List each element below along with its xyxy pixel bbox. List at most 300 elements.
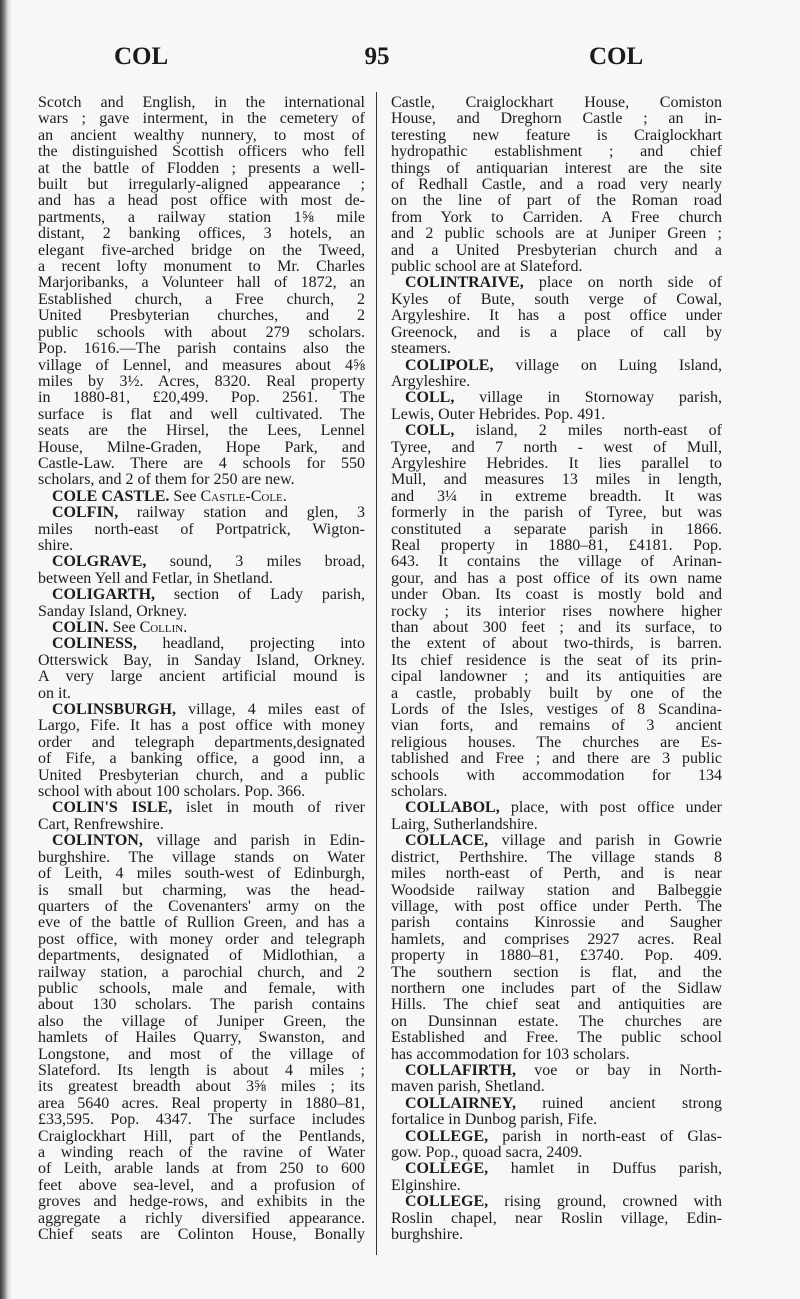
text-line — [391, 948, 722, 964]
line-text: Otterswick Bay, in Sanday Island, Orkney. — [38, 651, 365, 669]
text-line — [38, 1194, 365, 1210]
gazetteer-entry — [38, 833, 365, 1243]
line-text: between Yell and Fetlar, in Shetland. — [38, 569, 273, 587]
text-line — [391, 702, 722, 718]
gazetteer-entry — [391, 1096, 722, 1129]
gazetteer-entry — [391, 1063, 722, 1096]
cross-reference: Collin. — [139, 619, 188, 636]
entry-continuation — [38, 95, 365, 489]
text-line — [38, 965, 365, 981]
line-text: Scotch and English, in the international — [38, 94, 365, 111]
line-text: maven parish, Shetland. — [391, 1078, 545, 1096]
running-head-left: COL — [114, 43, 169, 70]
line-text: on it. — [38, 684, 71, 702]
text-line — [391, 456, 722, 472]
line-text: village in Stornoway parish, — [454, 389, 722, 407]
gazetteer-entry — [38, 587, 365, 620]
line-text: place on north side of — [523, 274, 722, 292]
line-text: Greenock, and is a place of call by — [391, 323, 722, 341]
text-line — [391, 390, 722, 406]
text-line — [391, 735, 722, 751]
text-line — [391, 538, 722, 554]
line-text: voe or bay in North- — [516, 1061, 722, 1079]
text-line — [391, 554, 722, 570]
text-line — [38, 702, 365, 718]
line-text: feet above sea-level, and a profusion of — [38, 1176, 365, 1194]
text-line — [38, 866, 365, 882]
line-text: Established and Free. The public school — [391, 1029, 722, 1047]
text-line — [38, 341, 365, 357]
line-text: hydropathic establishment ; and chief — [391, 143, 722, 161]
line-text: ruined ancient strong — [516, 1094, 722, 1112]
line-text: of Leith, arable lands at from 250 to 600 — [38, 1160, 365, 1178]
line-text: eve of the battle of Rullion Green, and has a — [38, 914, 365, 932]
line-text: school with about 100 scholars. Pop. 366. — [38, 783, 306, 801]
line-text: and a United Presbyterian church and a — [391, 241, 722, 259]
text-line — [391, 275, 722, 291]
text-line — [391, 1227, 722, 1243]
gazetteer-entry — [391, 275, 722, 357]
entry-headword: COLIGARTH, — [52, 586, 156, 604]
line-text: parish in north-east of Glas- — [488, 1127, 722, 1145]
line-text: miles north-east of Perth, and is near — [391, 865, 722, 883]
line-text: a winding reach of the ravine of Water — [38, 1144, 365, 1161]
entry-headword: COLIPOLE, — [405, 356, 494, 374]
text-line — [391, 358, 722, 374]
text-line — [38, 1129, 365, 1145]
line-text: Craiglockhart Hill, part of the Pentlands, — [38, 1127, 365, 1145]
text-line — [38, 423, 365, 439]
line-text: post office, with money order and telegraph — [38, 930, 365, 948]
text-line — [38, 1014, 365, 1030]
text-line — [38, 1096, 365, 1112]
line-text: formerly in the parish of Tyree, but was — [391, 504, 722, 522]
running-head-right: COL — [589, 43, 644, 70]
line-text: public schools with about 279 scholars. — [38, 323, 365, 341]
line-text: Lords of the Isles, vestiges of 8 Scandina- — [391, 701, 722, 719]
text-line — [391, 751, 722, 767]
line-text: religious houses. The churches are Es- — [391, 733, 722, 751]
text-line — [38, 1063, 365, 1079]
line-text: Pop. 1616.—The parish contains also the — [38, 340, 365, 358]
text-line — [391, 817, 722, 833]
entry-headword: COLL, — [405, 389, 455, 407]
entry-headword: COLLABOL, — [405, 799, 500, 817]
line-text: scholars, and 2 of them for 250 are new. — [38, 471, 295, 489]
line-text: district, Perthshire. The village stands 8 — [391, 848, 722, 866]
text-line — [391, 423, 722, 439]
line-text: railway station, a parochial church, and 2 — [38, 963, 365, 981]
line-text: Argyleshire Hebrides. It lies parallel to — [391, 454, 722, 472]
line-text: miles by 3½. Acres, 8320. Real property — [38, 372, 365, 390]
entry-headword: COLINTRAIVE, — [405, 274, 524, 292]
line-text: Sanday Island, Orkney. — [38, 602, 188, 620]
entry-headword: COLFIN, — [52, 504, 119, 522]
text-line — [391, 505, 722, 521]
line-text: Lewis, Outer Hebrides. Pop. 491. — [391, 405, 606, 423]
text-line — [38, 620, 365, 636]
gazetteer-entry — [391, 390, 722, 423]
line-text: than about 300 feet ; and its surface, to — [391, 619, 722, 636]
line-text: at the battle of Flodden ; presents a well- — [38, 159, 365, 177]
text-line — [38, 604, 365, 620]
text-line — [38, 899, 365, 915]
line-text: Elginshire. — [391, 1176, 461, 1194]
line-text: steamers. — [391, 340, 451, 358]
line-text: in 1880-81, £20,499. Pop. 2561. The — [38, 389, 365, 407]
text-line — [391, 1161, 722, 1177]
text-line — [38, 883, 365, 899]
line-text: wars ; gave interment, in the cemetery of — [38, 110, 365, 128]
left-column — [38, 95, 365, 1243]
gazetteer-entry — [391, 1129, 722, 1162]
entry-headword: COLLEGE, — [405, 1127, 489, 1145]
line-text: order and telegraph departments,designated — [38, 733, 365, 751]
text-line — [38, 751, 365, 767]
line-text: village, with post office under Perth. The — [391, 897, 722, 915]
line-text: Chief seats are Colinton House, Bonally — [38, 1226, 365, 1244]
entry-headword: COLE CASTLE. — [52, 487, 170, 505]
line-text: tablished and Free ; and there are 3 public — [391, 750, 722, 768]
text-line — [38, 390, 365, 406]
text-line — [38, 587, 365, 603]
text-line — [38, 259, 365, 275]
text-line — [391, 243, 722, 259]
gazetteer-entry — [38, 620, 365, 636]
gazetteer-entry — [391, 833, 722, 1063]
page-binding-edge — [0, 0, 12, 1299]
text-line — [391, 833, 722, 849]
line-text: the extent of about two-thirds, is barren. — [391, 635, 722, 653]
line-text: groves and hedge-rows, and exhibits in the — [38, 1193, 365, 1211]
line-text: United Presbyterian church, and a public — [38, 766, 365, 784]
line-text: Longstone, and most of the village of — [38, 1045, 365, 1063]
line-text: northern one includes part of the Sidlaw — [391, 979, 722, 997]
line-text: of Leith, 4 miles south-west of Edinburgh, — [38, 865, 365, 883]
line-text: teresting new feature is Craiglockhart — [391, 126, 722, 144]
line-text: and has a head post office with most de- — [38, 192, 365, 210]
line-text: aggregate a richly diversified appearance. — [38, 1209, 365, 1227]
line-text: departments, designated of Midlothian, a — [38, 947, 365, 965]
gazetteer-entry — [391, 423, 722, 800]
line-text: gow. Pop., quoad sacra, 2409. — [391, 1144, 583, 1161]
text-line — [391, 472, 722, 488]
text-line — [391, 489, 722, 505]
entry-headword: COLLAFIRTH, — [405, 1061, 517, 1079]
line-text: about 130 scholars. The parish contains — [38, 996, 365, 1014]
gazetteer-entry — [391, 800, 722, 833]
text-line — [38, 653, 365, 669]
line-text: seats are the Hirsel, the Lees, Lennel — [38, 422, 365, 440]
text-line — [38, 1145, 365, 1161]
text-line — [391, 210, 722, 226]
text-line — [38, 95, 365, 111]
gazetteer-entry — [38, 489, 365, 505]
text-line — [38, 111, 365, 127]
line-text: place, with post office under — [499, 799, 722, 817]
line-text: miles north-east of Portpatrick, Wigton- — [38, 520, 365, 538]
text-line — [38, 718, 365, 734]
text-line — [38, 193, 365, 209]
page-number: 95 — [364, 43, 390, 70]
line-text: headland, projecting into — [136, 635, 365, 653]
text-line — [391, 407, 722, 423]
entry-headword: COLLEGE, — [405, 1160, 489, 1178]
text-line — [391, 1145, 722, 1161]
text-line — [391, 374, 722, 390]
line-text: railway station and glen, 3 — [118, 504, 365, 522]
text-line — [391, 1030, 722, 1046]
line-text: and 2 public schools are at Juniper Green ; — [391, 225, 722, 243]
line-text: £33,595. Pop. 4347. The surface includes — [38, 1111, 365, 1129]
text-line — [391, 800, 722, 816]
text-line — [391, 899, 722, 915]
line-text: Castle, Craiglockhart House, Comiston — [391, 94, 722, 111]
text-line — [391, 226, 722, 242]
text-line — [391, 111, 722, 127]
right-column — [391, 95, 722, 1243]
text-line — [391, 1112, 722, 1128]
line-text: village and parish in Gowrie — [488, 832, 722, 850]
text-line — [38, 1030, 365, 1046]
line-text: House, and Dreghorn Castle ; an in- — [391, 110, 722, 128]
entry-headword: COLINSBURGH, — [52, 701, 177, 719]
text-line — [38, 210, 365, 226]
line-text: vian forts, and remains of 3 ancient — [391, 717, 722, 735]
line-text: Its chief residence is the seat of its prin- — [391, 651, 722, 669]
text-line — [38, 915, 365, 931]
text-line — [391, 341, 722, 357]
text-line — [38, 1047, 365, 1063]
gazetteer-entry — [38, 505, 365, 554]
line-text: Roslin chapel, near Roslin village, Edin- — [391, 1209, 722, 1227]
line-text: scholars. — [391, 783, 448, 801]
entry-headword: COLLEGE, — [405, 1193, 489, 1211]
line-text: rising ground, crowned with — [488, 1193, 722, 1211]
line-text: parish contains Kinrossie and Saugher — [391, 914, 722, 932]
line-text: an ancient wealthy nunnery, to most of — [38, 126, 365, 144]
line-text: Tyree, and 7 north - west of Mull, — [391, 438, 722, 456]
line-text: a recent lofty monument to Mr. Charles — [38, 258, 365, 276]
line-text: quarters of the Covenanters' army on the — [38, 897, 365, 915]
text-line — [391, 522, 722, 538]
entry-headword: COLINTON, — [52, 832, 143, 850]
entry-headword: COLL, — [405, 422, 455, 440]
line-text: gour, and has a post office of its own name — [391, 569, 722, 587]
line-text: village, 4 miles east of — [176, 701, 365, 719]
line-text: under Oban. Its coast is mostly bold and — [391, 586, 722, 604]
text-line — [391, 571, 722, 587]
text-line — [391, 915, 722, 931]
text-line — [38, 177, 365, 193]
text-line — [38, 768, 365, 784]
line-text: public schools, male and female, with — [38, 979, 365, 997]
text-line — [38, 505, 365, 521]
line-text: the distinguished Scottish officers who fell — [38, 143, 365, 161]
line-text: The southern section is flat, and the — [391, 963, 722, 981]
line-text: elegant five-arched bridge on the Tweed, — [38, 241, 365, 259]
line-text: See — [108, 619, 140, 636]
text-line — [38, 128, 365, 144]
line-text: fortalice in Dunbog parish, Fife. — [391, 1111, 598, 1129]
line-text: also the village of Juniper Green, the — [38, 1012, 365, 1030]
line-text: village and parish in Edin- — [142, 832, 365, 850]
text-line — [391, 1211, 722, 1227]
text-line — [391, 669, 722, 685]
entry-headword: COLIN. — [52, 619, 109, 636]
line-text: sound, 3 miles broad, — [146, 553, 365, 571]
gazetteer-entry — [391, 1161, 722, 1194]
line-text: 643. It contains the village of Arinan- — [391, 553, 722, 571]
line-text: hamlet in Duffus parish, — [488, 1160, 722, 1178]
text-line — [391, 161, 722, 177]
text-line — [391, 325, 722, 341]
gazetteer-entry — [38, 636, 365, 702]
text-line — [391, 259, 722, 275]
text-line — [391, 95, 722, 111]
text-line — [38, 1079, 365, 1095]
text-line — [391, 686, 722, 702]
text-line — [38, 833, 365, 849]
text-line — [391, 1047, 722, 1063]
text-line — [38, 522, 365, 538]
cross-reference: Castle-Cole. — [200, 487, 287, 505]
line-text: of Fife, a banking office, a good inn, a — [38, 750, 365, 768]
text-line — [391, 1014, 722, 1030]
text-line — [391, 718, 722, 734]
text-line — [38, 669, 365, 685]
text-line — [38, 308, 365, 324]
line-text: island, 2 miles north-east of — [454, 422, 722, 440]
text-line — [391, 193, 722, 209]
text-line — [391, 440, 722, 456]
line-text: partments, a railway station 1⅝ mile — [38, 208, 365, 226]
text-line — [38, 981, 365, 997]
line-text: of Redhall Castle, and a road very nearly — [391, 176, 722, 194]
text-line — [38, 686, 365, 702]
line-text: is small but charming, was the head- — [38, 881, 365, 899]
line-text: on the line of part of the Roman road — [391, 192, 722, 210]
line-text: things of antiquarian interest are the site — [391, 159, 722, 177]
text-line — [38, 1112, 365, 1128]
entry-headword: COLIN'S ISLE, — [52, 799, 173, 817]
line-text: burghshire. The village stands on Water — [38, 848, 365, 866]
text-line — [391, 128, 722, 144]
entry-headword: COLGRAVE, — [52, 553, 147, 571]
text-line — [391, 1079, 722, 1095]
text-line — [38, 784, 365, 800]
line-text: burghshire. — [391, 1226, 464, 1244]
text-line — [391, 784, 722, 800]
text-line — [38, 292, 365, 308]
text-line — [391, 883, 722, 899]
text-line — [391, 1129, 722, 1145]
text-line — [38, 850, 365, 866]
text-line — [38, 554, 365, 570]
line-text: Woodside railway station and Balbeggie — [391, 881, 722, 899]
text-line — [391, 604, 722, 620]
text-line — [38, 325, 365, 341]
line-text: See — [169, 487, 201, 505]
text-line — [38, 489, 365, 505]
gazetteer-entry — [38, 702, 365, 800]
line-text: Largo, Fife. It has a post office with money — [38, 717, 365, 735]
line-text: built but irregularly-aligned appearance ; — [38, 176, 365, 194]
text-line — [38, 817, 365, 833]
line-text: Established church, a Free church, 2 — [38, 290, 365, 308]
line-text: House, Milne-Graden, Hope Park, and — [38, 438, 365, 456]
line-text: Real property in 1880–81, £4181. Pop. — [391, 536, 722, 554]
line-text: rocky ; its interior rises nowhere higher — [391, 602, 722, 620]
text-line — [38, 407, 365, 423]
text-line — [391, 620, 722, 636]
line-text: its greatest breadth about 3⅝ miles ; its — [38, 1078, 365, 1096]
text-line — [38, 243, 365, 259]
line-text: constituted a separate parish in 1866. — [391, 520, 722, 538]
text-line — [38, 932, 365, 948]
text-line — [38, 440, 365, 456]
line-text: Argyleshire. It has a post office under — [391, 307, 722, 325]
line-text: village of Lennel, and measures about 4⅝ — [38, 356, 365, 374]
line-text: Hills. The chief seat and antiquities are — [391, 996, 722, 1014]
entry-headword: COLLACE, — [405, 832, 489, 850]
line-text: A very large ancient artificial mound is — [38, 668, 365, 686]
line-text: from York to Carriden. A Free church — [391, 208, 722, 226]
text-line — [38, 997, 365, 1013]
text-line — [391, 653, 722, 669]
line-text: Slateford. Its length is about 4 miles ; — [38, 1061, 365, 1079]
column-divider — [376, 92, 377, 1255]
entry-continuation — [391, 95, 722, 275]
text-line — [38, 456, 365, 472]
line-text: Kyles of Bute, south verge of Cowal, — [391, 290, 722, 308]
text-line — [391, 965, 722, 981]
text-line — [391, 997, 722, 1013]
text-line — [38, 636, 365, 652]
text-line — [38, 472, 365, 488]
line-text: public school are at Slateford. — [391, 258, 583, 276]
text-line — [38, 1227, 365, 1243]
text-line — [38, 948, 365, 964]
gazetteer-entry — [391, 358, 722, 391]
text-line — [391, 1178, 722, 1194]
line-text: cipal landowner ; and its antiquities are — [391, 668, 722, 686]
line-text: on Dunsinnan estate. The churches are — [391, 1012, 722, 1030]
line-text: islet in mouth of river — [172, 799, 366, 817]
text-line — [391, 866, 722, 882]
line-text: surface is flat and well cultivated. The — [38, 405, 365, 423]
entry-headword: COLINESS, — [52, 635, 137, 653]
text-line — [391, 177, 722, 193]
text-line — [38, 161, 365, 177]
line-text: shire. — [38, 536, 74, 554]
text-line — [391, 850, 722, 866]
text-line — [391, 932, 722, 948]
text-line — [38, 1161, 365, 1177]
gazetteer-entry — [38, 554, 365, 587]
text-line — [38, 1211, 365, 1227]
text-line — [38, 571, 365, 587]
text-line — [38, 800, 365, 816]
text-line — [391, 144, 722, 160]
line-text: and 3¼ in extreme breadth. It was — [391, 487, 722, 505]
text-line — [38, 226, 365, 242]
text-line — [391, 292, 722, 308]
line-text: property in 1880–81, £3740. Pop. 409. — [391, 947, 722, 965]
text-line — [38, 275, 365, 291]
line-text: hamlets of Hailes Quarry, Swanston, and — [38, 1029, 365, 1047]
text-line — [38, 144, 365, 160]
